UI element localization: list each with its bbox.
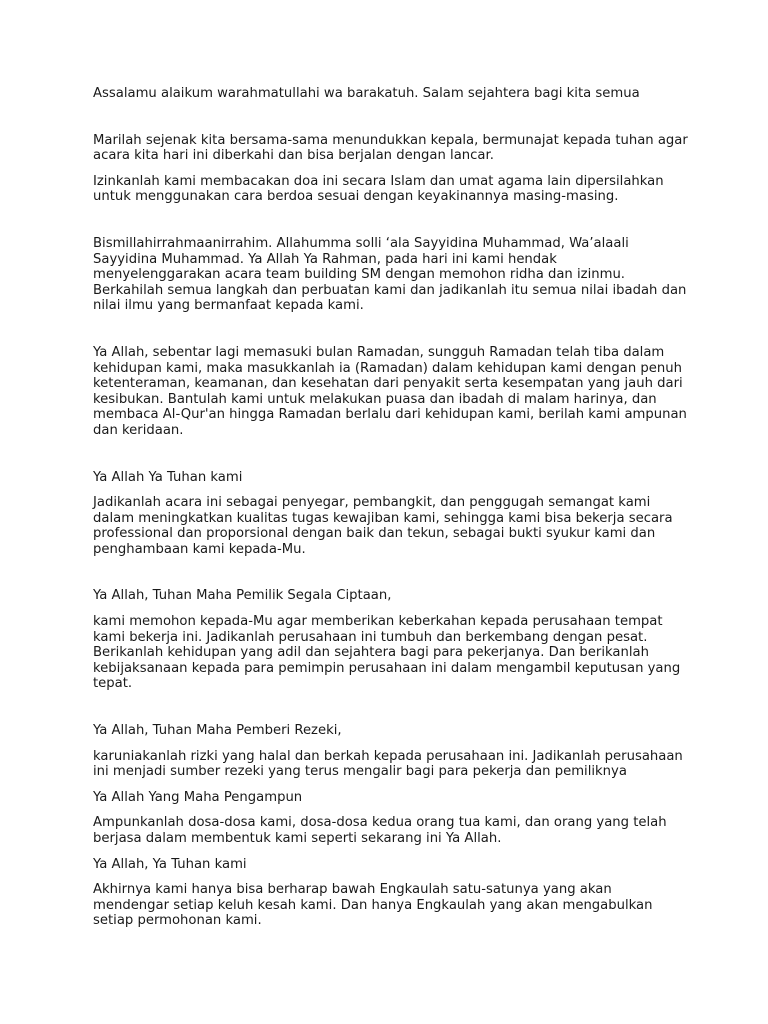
spirit-paragraph: Jadikanlah acara ini sebagai penyegar, pembangkit, dan penggugah semangat kami dalam meningkatkan kualitas tugas kewajiban kami, sehingga kami bisa bekerja secara professional dan proporsional dengan baik dan tekun, sebagai bukti syukur kami dan penghambaan kami kepada-Mu. — [93, 495, 673, 557]
bismillah-paragraph: Bismillahirrahmaanirrahim. Allahumma solli ‘ala Sayyidina Muhammad, Wa’alaali Sayyidina Muhammad. Ya Allah Ya Rahman, pada hari ini kami hendak menyelenggarakan acara team building SM dengan memohon ridha dan izinmu. Berkahilah semua langkah dan perbuatan kami dan jadikanlah itu semua nilai ibadah dan nilai ilmu yang bermanfaat kepada kami. — [93, 235, 687, 314]
closing-paragraph: Akhirnya kami hanya bisa berharap bawah Engkaulah satu-satunya yang akan mendengar setiap keluh kesah kami. Dan hanya Engkaulah yang akan mengabulkan setiap permohonan kami. — [93, 882, 653, 929]
invocation-heading-5: Ya Allah, Ya Tuhan kami — [93, 856, 247, 872]
invocation-heading-2: Ya Allah, Tuhan Maha Pemilik Segala Ciptaan, — [93, 588, 392, 604]
greeting-paragraph: Assalamu alaikum warahmatullahi wa barakatuh. Salam sejahtera bagi kita semua — [93, 86, 640, 101]
forgiveness-paragraph: Ampunkanlah dosa-dosa kami, dosa-dosa kedua orang tua kami, dan orang yang telah berjasa dalam membentuk kami seperti sekarang ini Ya Allah. — [93, 815, 667, 846]
permission-paragraph: Izinkanlah kami membacakan doa ini secara Islam dan umat agama lain dipersilahkan untuk menggunakan cara berdoa sesuai dengan keyakinannya masing-masing. — [93, 173, 664, 205]
opening-paragraph: Marilah sejenak kita bersama-sama menundukkan kepala, bermunajat kepada tuhan agar acara kita hari ini diberkahi dan bisa berjalan dengan lancar. — [93, 132, 688, 164]
invocation-heading-1: Ya Allah Ya Tuhan kami — [93, 469, 243, 485]
ramadan-paragraph: Ya Allah, sebentar lagi memasuki bulan Ramadan, sungguh Ramadan telah tiba dalam kehidupan kami, maka masukkanlah ia (Ramadan) dalam kehidupan kami dengan penuh ketenteraman, keamanan, dan kesehatan dari penyakit serta kesempatan yang jauh dari kesibukan. Bantulah kami untuk melakukan puasa dan ibadah di malam harinya, dan membaca Al-Qur'an hingga Ramadan berlalu dari kehidupan kami, berilah kami ampunan dan keridaan. — [93, 344, 687, 438]
document-body — [93, 86, 688, 929]
invocation-heading-4: Ya Allah Yang Maha Pengampun — [93, 789, 303, 805]
company-blessing-paragraph: kami memohon kepada-Mu agar memberikan keberkahan kepada perusahaan tempat kami bekerja ini. Jadikanlah perusahaan ini tumbuh dan berkembang dengan pesat. Berikanlah kehidupan yang adil dan sejahtera bagi para pekerjanya. Dan berikanlah kebijaksanaan kepada para pemimpin perusahaan ini dalam mengambil keputusan yang tepat. — [93, 614, 681, 692]
rizki-paragraph: karuniakanlah rizki yang halal dan berkah kepada perusahaan ini. Jadikanlah perusahaan ini menjadi sumber rezeki yang terus mengalir bagi para pekerja dan pemiliknya — [93, 748, 683, 780]
invocation-heading-3: Ya Allah, Tuhan Maha Pemberi Rezeki, — [93, 723, 342, 739]
